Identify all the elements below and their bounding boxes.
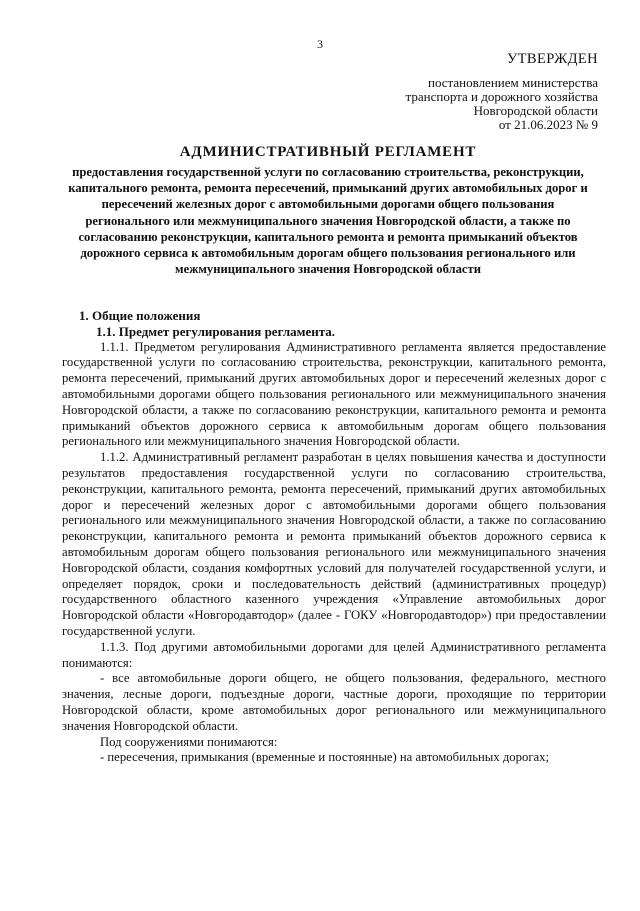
paragraph-1-1-1: 1.1.1. Предметом регулирования Административного регламента является предоставление государственной услуги по согласованию строительства, реконструкции, капитального ремонта, ремонта пересечений, примыканий других автомобильных дорог и пересечений железных дорог с автомобильными дорогами общего пользования регионального или межмуниципального значения Новгородской области, а также по согласованию реконструкции, капитального ремонта и ремонта примыканий объектов дорожного сервиса к автомобильным дорогам общего пользования регионального или межмуниципального значения Новгородской области.	[62, 339, 606, 449]
section-heading: 1. Общие положения	[79, 308, 201, 323]
approval-line-4: от 21.06.2023 № 9	[498, 117, 598, 132]
document-body	[62, 308, 606, 766]
approved-label: УТВЕРЖДЕН	[506, 51, 598, 67]
document-subtitle: предоставления государственной услуги по согласованию строительства, реконструкции, капитального ремонта, ремонта пересечений, примыканий других автомобильных дорог и пересечений железных дорог с автомобильными дорогами общего пользования регионального или межмуниципального значения Новгородской области, а также по согласованию реконструкции, капитального ремонта и ремонта примыканий объектов дорожного сервиса к автомобильным дорогам общего пользования регионального или межмуниципального значения Новгородской области	[68, 165, 588, 277]
paragraph-1-1-3: 1.1.3. Под другими автомобильными дорогами для целей Административного регламента понимаются:	[62, 639, 606, 670]
document-title: АДМИНИСТРАТИВНЫЙ РЕГЛАМЕНТ	[179, 144, 477, 160]
approval-stamp	[338, 52, 598, 132]
approval-line-3: Новгородской области	[473, 103, 598, 118]
approval-line-1: постановлением министерства	[427, 75, 598, 90]
paragraph-structures: Под сооружениями понимаются:	[100, 734, 278, 749]
subsection-heading: 1.1. Предмет регулирования регламента.	[96, 323, 336, 339]
page-number: 3	[317, 37, 323, 51]
document-title-block	[58, 143, 598, 277]
list-item-other-roads: - все автомобильные дороги общего, не общего пользования, федерального, местного значения, лесные дороги, подъездные дороги, частные дороги, проходящие по территории Новгородской области, кроме автомобильных дорог регионального или межмуниципального значения Новгородской области.	[62, 671, 606, 733]
paragraph-1-1-2: 1.1.2. Административный регламент разработан в целях повышения качества и доступности результатов предоставления государственной услуги по согласованию строительства, реконструкции, капитального ремонта, ремонта пересечений, примыканий других автомобильных дорог и пересечений железных дорог с автомобильными дорогами общего пользования регионального или межмуниципального значения Новгородской области, а также по согласованию реконструкции, капитального ремонта и ремонта примыканий объектов дорожного сервиса к автомобильным дорогам общего пользования регионального или межмуниципального значения Новгородской области, создания комфортных условий для получателей государственной услуги, и определяет порядок, сроки и последовательность действий (административных процедур) государственного областного казенного учреждения «Управление автомобильных дорог Новгородской области «Новгородавтодор» (далее - ГОКУ «Новгородавтодор») при предоставлении государственной услуги.	[62, 450, 606, 638]
approval-line-2: транспорта и дорожного хозяйства	[405, 89, 598, 104]
list-item-intersections: - пересечения, примыкания (временные и постоянные) на автомобильных дорогах;	[100, 750, 550, 765]
